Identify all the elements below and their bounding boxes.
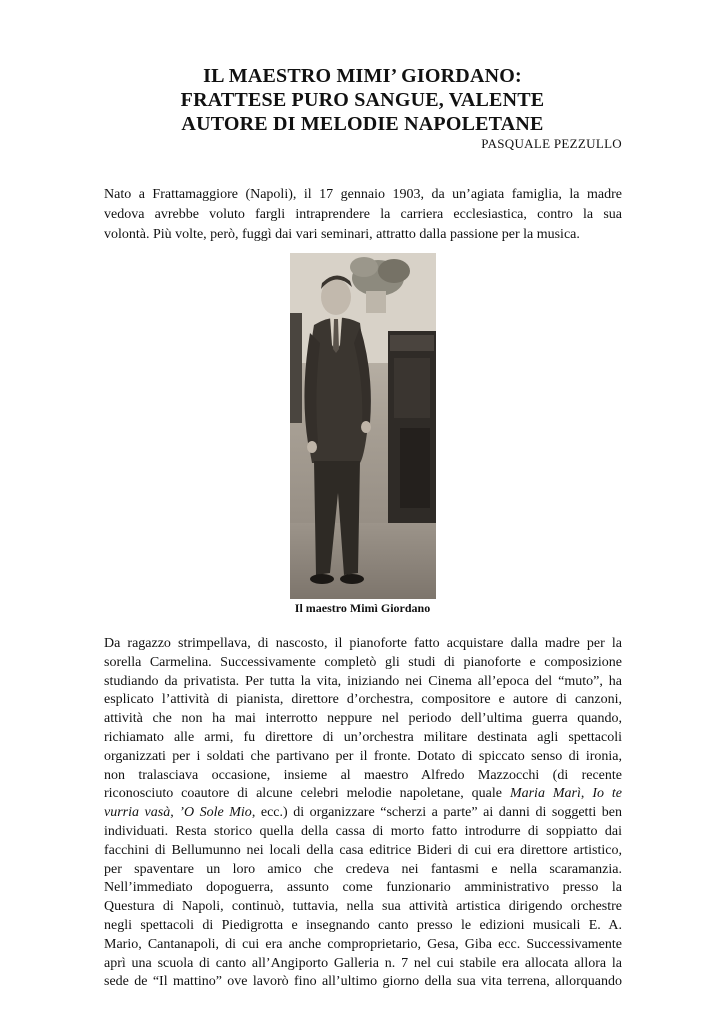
text-line (104, 804, 622, 823)
text-line: organizzati per i soldati che partivano per il fronte. Dotato di spiccato senso di ironia, (104, 748, 622, 764)
text-segment: , ecc.) di organizzare “scherzi a parte” ai danni di soggetti ben (251, 805, 622, 821)
text-line: esplicato l’attività di pianista, direttore d’orchestra, compositore e autore di canzoni, (104, 692, 622, 708)
title-line: IL MAESTRO MIMI’ GIORDANO: (203, 65, 522, 87)
text-line: Mario, Cantanapoli, di cui era anche comproprietario, Gesa, Giba ecc. Successivamente (104, 936, 622, 952)
text-segment: , (170, 805, 180, 821)
text-line: vedova avrebbe voluto fargli intraprendere la carriera ecclesiastica, contro la sua (104, 206, 622, 222)
body-paragraph (104, 635, 622, 992)
text-line: Da ragazzo strimpellava, di nascosto, il pianoforte fatto acquistare dalla madre per la (104, 636, 622, 651)
photo-caption: Il maestro Mimì Giordano (294, 601, 431, 615)
text-line: aprì una scuola di canto all’Angiporto Galleria n. 7 nel cui stabile era allocata allora la (104, 955, 622, 971)
text-line: individuati. Resta storico quella della cassa di morto fatto introdurre di soppiatto dai (104, 823, 622, 839)
text-line: sede de “Il mattino” ove lavorò fino all’ultimo giorno della sua vita terrena, allorquando (104, 974, 622, 990)
text-line: negli spettacoli di Piedigrotta e insegnando canto presso le edizioni musicali E. A. (104, 917, 622, 933)
song-title: vurria vasà (104, 805, 171, 821)
text-segment: , (580, 786, 593, 802)
text-line: per spaventare un loro amico che credeva nei fantasmi e nella scaramanzia. (104, 861, 622, 877)
text-line: Nell’immediato dopoguerra, assunto come funzionario amministrativo presso la (104, 880, 622, 896)
author-name: PASQUALE PEZZULLO (481, 136, 622, 151)
text-line: attività che non ha mai interrotto neppure nel periodo dell’ultima guerra quando, (104, 711, 622, 727)
text-line: richiamato alle armi, fu direttore di un’orchestra militare destinata agli spettacoli (104, 729, 622, 745)
text-line: studiando da privatista. Per tutta la vita, iniziando nei Cinema all’epoca del “muto”, ha (104, 673, 622, 689)
text-line (104, 785, 622, 804)
article-title (0, 64, 725, 136)
portrait-photo (290, 253, 436, 599)
song-title: Maria Marì (509, 786, 581, 802)
text-segment: riconosciuto coautore di alcune celebri melodie napoletane, quale (104, 786, 510, 802)
text-line: volontà. Più volte, però, fuggì dai vari seminari, attratto dalla passione per la musica. (104, 226, 580, 242)
song-title: ’O Sole Mio (179, 805, 252, 821)
text-line: facchini di Bellumunno nei locali della casa editrice Bideri di cui era direttore artistico, (104, 842, 622, 858)
text-line: Nato a Frattamaggiore (Napoli), il 17 gennaio 1903, da un’agiata famiglia, la madre (104, 187, 622, 202)
intro-paragraph (104, 185, 622, 244)
title-line: FRATTESE PURO SANGUE, VALENTE (180, 89, 545, 111)
text-line: sorella Carmelina. Successivamente completò gli studi di pianoforte e composizione (104, 654, 622, 670)
text-line: non tralasciava occasione, insieme al maestro Alfredo Mazzocchi (di recente (104, 767, 622, 783)
song-title: Io te (592, 786, 623, 802)
title-line: AUTORE DI MELODIE NAPOLETANE (181, 113, 544, 135)
text-line: Questura di Napoli, continuò, tuttavia, nella sua attività artistica dirigendo orchestre (104, 899, 622, 915)
